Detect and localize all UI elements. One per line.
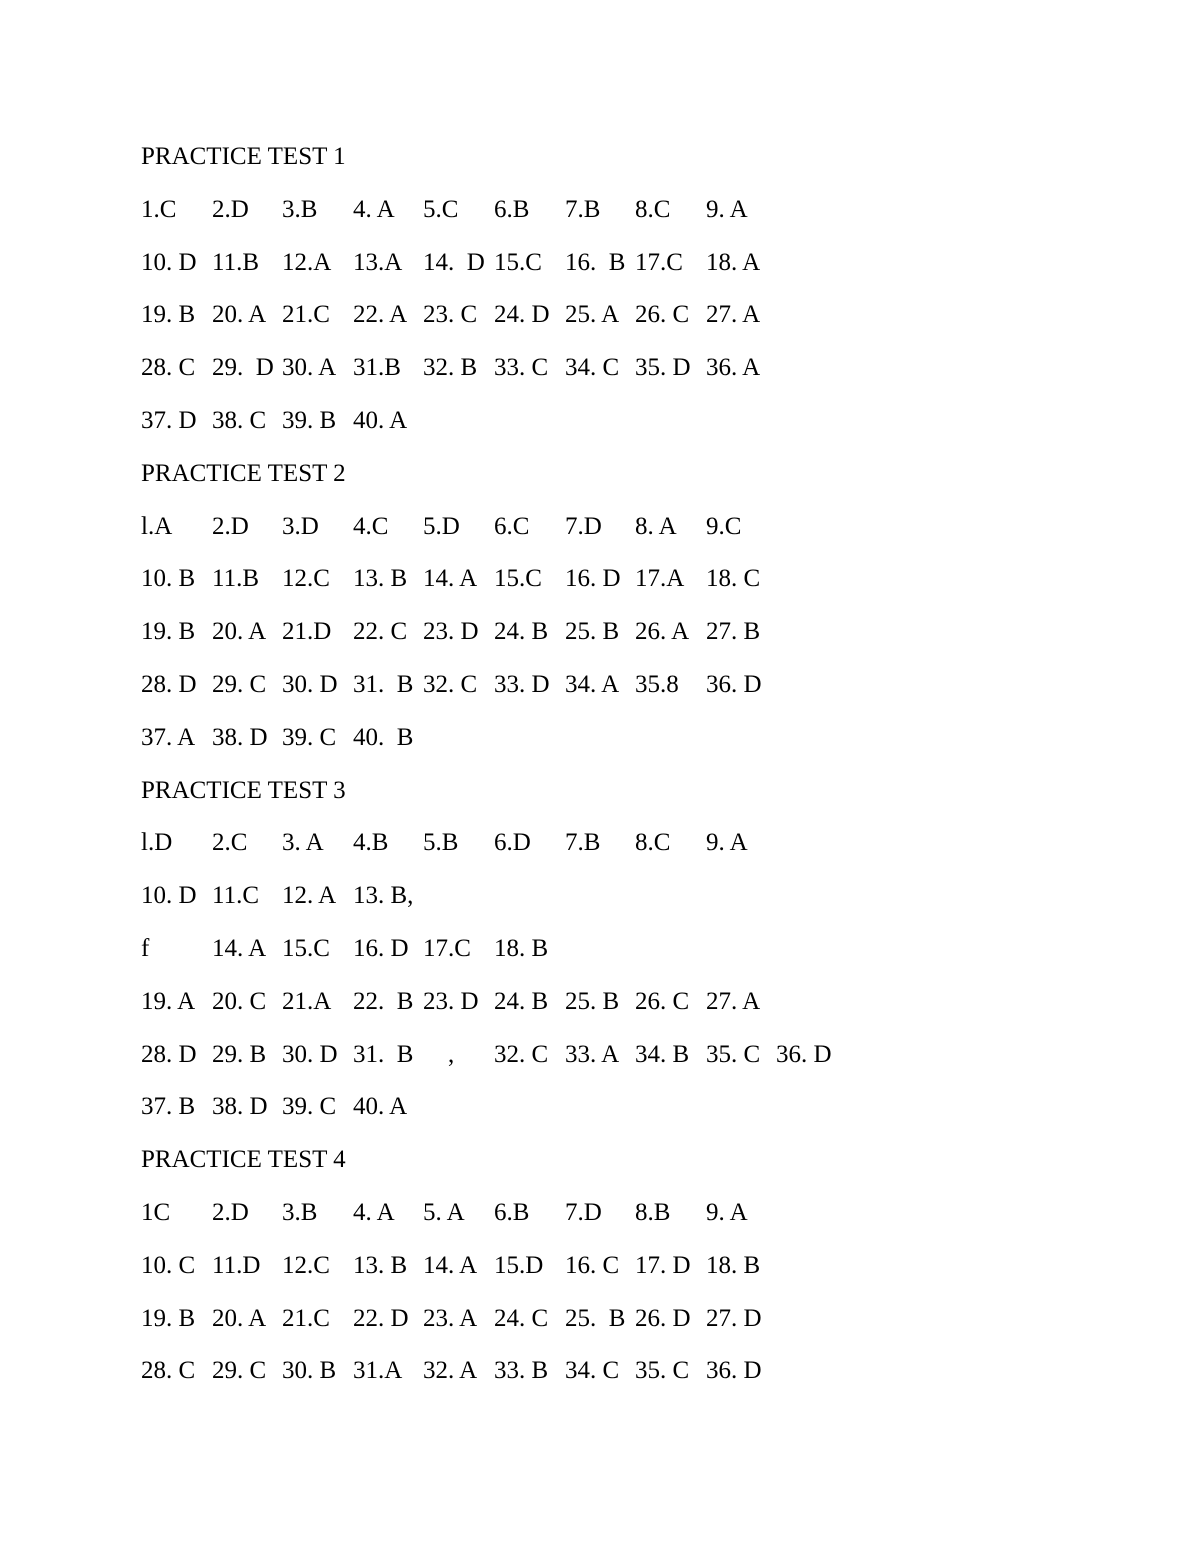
answer-item: 33. A [565,1040,620,1068]
answer-item: 22. D [353,1304,409,1332]
answer-item: 12.C [282,1251,330,1279]
answer-item: 20. C [212,987,267,1015]
answer-item: 26. C [635,987,690,1015]
answer-item: 27. B [706,618,761,646]
answer-item: 8.C [635,195,671,223]
answer-item: 12.C [282,565,330,593]
answer-item: 2.C [212,829,248,857]
answer-item: 32. C [494,1040,549,1068]
answer-item: 36. A [706,354,761,382]
answer-item: 30. B [282,1357,337,1385]
answer-item: 36. D [706,1357,762,1385]
answer-item: 20. A [212,301,267,329]
answer-item: 32. C [423,671,478,698]
answer-item: 35. C [706,1040,761,1068]
answer-item: 34. C [565,354,620,382]
answer-item: 33. C [494,354,549,382]
answer-item: 13.A [353,248,403,276]
answer-item: 40. B [353,723,414,751]
answer-item: 17. D [635,1251,691,1279]
answer-item: 18. B [706,1251,761,1279]
answer-item: 13. B [353,1251,408,1279]
answer-item: 13. B [353,565,408,593]
answer-item: 26. C [635,301,690,329]
answer-item: 29. D [212,354,274,382]
answer-item: 5.C [423,195,459,223]
answer-item: f [141,935,150,962]
answer-item: 27. D [706,1304,762,1332]
answer-item: 7.D [565,512,602,540]
answer-item: 10. B [141,565,196,593]
answer-item: 6.B [494,1199,530,1226]
answer-item: 2.D [212,195,249,223]
answer-item: 23. D [423,618,479,646]
answer-item: 26. A [635,618,690,646]
answer-item: 16. D [353,935,409,962]
answer-item: 36. D [776,1040,832,1068]
answer-item: 11.B [212,248,259,276]
answer-item: , [448,1040,455,1068]
answer-item: 27. A [706,301,761,329]
answer-item: 4. A [353,195,395,223]
answer-item: 2.D [212,512,249,540]
answer-item: l.D [141,829,173,857]
answer-item: 14. A [212,935,267,962]
answer-item: 15.D [494,1251,544,1279]
answer-item: 19. B [141,301,196,329]
answer-item: 11.B [212,565,259,593]
answer-item: 7.B [565,829,601,857]
answer-item: 34. B [635,1040,690,1068]
answer-item: 9.C [706,512,742,540]
answer-item: 27. A [706,987,761,1015]
answer-item: 4.B [353,829,389,857]
answer-item: 30. D [282,1040,338,1068]
answer-item: 19. B [141,618,196,646]
answer-item: 28. C [141,1357,196,1385]
answer-item: 34. C [565,1357,620,1385]
answer-item: 10. D [141,248,197,276]
answer-item: 21.C [282,301,330,329]
answer-item: 5. A [423,1199,465,1226]
answer-item: 3.B [282,1199,318,1226]
answer-item: 35. D [635,354,691,382]
answer-item: 5.D [423,512,460,540]
answer-item: 28. C [141,354,196,382]
answer-item: 35. C [635,1357,690,1385]
answer-item: 11.D [212,1251,261,1279]
answer-item: 31.A [353,1357,403,1385]
answer-item: 4.C [353,512,389,540]
answer-item: 5.B [423,829,459,857]
answer-item: 40. A [353,407,408,434]
answer-item: 10. D [141,882,197,910]
answer-item: 21.A [282,987,332,1015]
answer-item: 38. D [212,1093,268,1121]
answer-item: 14. A [423,565,478,593]
answer-item: 15.C [494,565,542,593]
answer-item: 34. A [565,671,620,698]
answer-item: 8. A [635,512,677,540]
answer-item: 25. B [565,618,620,646]
answer-item: 16. D [565,565,621,593]
answer-item: 22. A [353,301,408,329]
answer-item: 38. C [212,407,267,434]
answer-item: 3.D [282,512,319,540]
answer-item: 17.A [635,565,685,593]
answer-item: 32. A [423,1357,478,1385]
answer-item: 24. B [494,618,549,646]
answer-item: 10. C [141,1251,196,1279]
answer-item: 31. B [353,671,414,698]
answer-item: 29. B [212,1040,267,1068]
answer-item: 14. D [423,248,485,276]
answer-item: 12. A [282,882,337,910]
answer-item: 37. D [141,407,197,434]
answer-item: 3. A [282,829,324,857]
answer-item: 7.D [565,1199,602,1226]
answer-item: 25. B [565,987,620,1015]
answer-item: 11.C [212,882,259,910]
answer-item: 16. B [565,248,626,276]
answer-item: 19. A [141,987,196,1015]
answer-item: 8.C [635,829,671,857]
answer-item: 17.C [423,935,471,962]
answer-item: 21.D [282,618,332,646]
answer-item: 23. C [423,301,478,329]
answer-item: 17.C [635,248,683,276]
answer-item: 18. B [494,935,549,962]
answer-item: 16. C [565,1251,620,1279]
answer-item: 23. A [423,1304,478,1332]
answer-item: 22. B [353,987,414,1015]
answer-item: 31. B [353,1040,414,1068]
answer-item: 3.B [282,195,318,223]
answer-item: 36. D [706,671,762,698]
answer-item: 29. C [212,671,267,698]
answer-item: 1C [141,1199,171,1226]
answer-item: 24. C [494,1304,549,1332]
answer-item: 12.A [282,248,332,276]
answer-item: 40. A [353,1093,408,1121]
answer-item: 9. A [706,195,748,223]
answer-item: 35.8 [635,671,679,698]
answer-item: 28. D [141,1040,197,1068]
answer-item: 24. D [494,301,550,329]
answer-item: l.A [141,512,173,540]
answer-item: 25. A [565,301,620,329]
answer-item: 30. D [282,671,338,698]
answer-item: 33. D [494,671,550,698]
answer-item: 20. A [212,618,267,646]
answer-item: 18. A [706,248,761,276]
test-heading: PRACTICE TEST 1 [141,143,346,170]
answer-item: 26. D [635,1304,691,1332]
answer-item: 38. D [212,723,268,751]
answer-item: 23. D [423,987,479,1015]
answer-item: 39. C [282,1093,337,1121]
answer-item: 29. C [212,1357,267,1385]
answer-item: 18. C [706,565,761,593]
answer-item: 28. D [141,671,197,698]
answer-item: 15.C [282,935,330,962]
test-heading: PRACTICE TEST 3 [141,776,346,804]
answer-item: 6.B [494,195,530,223]
answer-item: 39. C [282,723,337,751]
answer-item: 21.C [282,1304,330,1332]
answer-item: 20. A [212,1304,267,1332]
answer-item: 39. B [282,407,337,434]
answer-item: 30. A [282,354,337,382]
answer-item: 9. A [706,1199,748,1226]
test-heading: PRACTICE TEST 4 [141,1146,346,1174]
answer-item: 6.C [494,512,530,540]
answer-item: 8.B [635,1199,671,1226]
answer-item: 24. B [494,987,549,1015]
answer-item: 32. B [423,354,478,382]
answer-item: 4. A [353,1199,395,1226]
answer-item: 37. B [141,1093,196,1121]
answer-item: 13. B, [353,882,414,910]
answer-item: 2.D [212,1199,249,1226]
answer-item: 25. B [565,1304,626,1332]
answer-item: 37. A [141,723,196,751]
answer-item: 15.C [494,248,542,276]
answer-item: 6.D [494,829,531,857]
answer-item: 7.B [565,195,601,223]
answer-item: 19. B [141,1304,196,1332]
answer-item: 1.C [141,195,177,223]
answer-item: 22. C [353,618,408,646]
answer-item: 33. B [494,1357,549,1385]
answer-item: 9. A [706,829,748,857]
answer-item: 14. A [423,1251,478,1279]
test-heading: PRACTICE TEST 2 [141,459,346,487]
answer-item: 31.B [353,354,401,382]
